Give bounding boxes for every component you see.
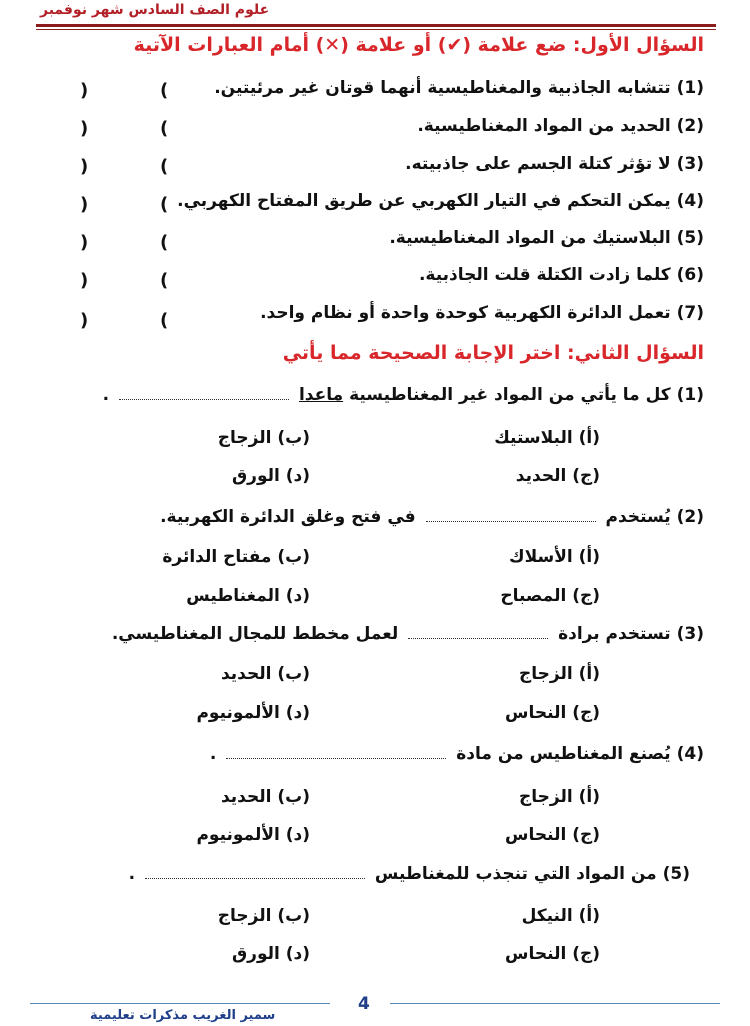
answer-paren-close: ) bbox=[80, 156, 89, 177]
tf-statement-1: (1) تتشابه الجاذبية والمغناطيسية أنهما قوتان غير مرئيتين. bbox=[214, 78, 704, 98]
answer-paren-open: ( bbox=[160, 156, 169, 177]
mcq-stem-2 bbox=[160, 507, 704, 527]
answer-paren-close: ) bbox=[80, 118, 89, 139]
answer-paren-close: ) bbox=[80, 270, 89, 291]
mcq3-choice-b[interactable]: (ب) الحديد bbox=[220, 664, 310, 684]
mcq-stem-end: . bbox=[209, 744, 217, 764]
footer-credit: سمير الغريب مذكرات تعليمية bbox=[90, 1008, 276, 1023]
mcq-stem-text: (5) من المواد التي تنجذب للمغناطيس bbox=[374, 864, 690, 884]
mcq1-choice-c[interactable]: (ج) الحديد bbox=[515, 466, 600, 486]
tf-statement-2: (2) الحديد من المواد المغناطيسية. bbox=[417, 116, 704, 136]
mcq-stem-emphasis: ماعدا bbox=[298, 385, 344, 405]
answer-paren-open: ( bbox=[160, 310, 169, 331]
mcq-stem-text: (4) يُصنع المغناطيس من مادة bbox=[456, 744, 704, 764]
tf-statement-7: (7) تعمل الدائرة الكهربية كوحدة واحدة أو نظام واحد. bbox=[260, 303, 704, 323]
header-divider-thin bbox=[36, 29, 716, 30]
footer-divider-right bbox=[390, 1003, 720, 1004]
tf-statement-5: (5) البلاستيك من المواد المغناطيسية. bbox=[389, 228, 704, 248]
tf-statement-4: (4) يمكن التحكم في التيار الكهربي عن طريق المفتاح الكهربي. bbox=[177, 191, 704, 211]
answer-paren-open: ( bbox=[160, 232, 169, 253]
mcq3-choice-c[interactable]: (ج) النحاس bbox=[505, 703, 600, 723]
mcq1-choice-d[interactable]: (د) الورق bbox=[231, 466, 310, 486]
answer-paren-open: ( bbox=[160, 270, 169, 291]
answer-paren-close: ) bbox=[80, 232, 89, 253]
mcq-stem-end: لعمل مخطط للمجال المغناطيسي. bbox=[111, 624, 399, 644]
mcq2-choice-b[interactable]: (ب) مفتاح الدائرة bbox=[162, 547, 310, 567]
mcq2-choice-a[interactable]: (أ) الأسلاك bbox=[509, 547, 600, 567]
answer-blank[interactable] bbox=[408, 625, 548, 639]
mcq4-choice-b[interactable]: (ب) الحديد bbox=[220, 787, 310, 807]
mcq4-choice-c[interactable]: (ج) النحاس bbox=[505, 825, 600, 845]
mcq-stem-end: في فتح وغلق الدائرة الكهربية. bbox=[160, 507, 416, 527]
mcq2-choice-d[interactable]: (د) المغناطيس bbox=[186, 586, 310, 606]
mcq5-choice-b[interactable]: (ب) الزجاج bbox=[217, 906, 310, 926]
mcq-stem-end: . bbox=[128, 864, 136, 884]
mcq-stem-end: . bbox=[102, 385, 110, 405]
mcq1-choice-a[interactable]: (أ) البلاستيك bbox=[494, 428, 600, 448]
mcq3-choice-d[interactable]: (د) الألمونيوم bbox=[196, 703, 310, 723]
answer-blank[interactable] bbox=[119, 386, 289, 400]
mcq5-choice-a[interactable]: (أ) النيكل bbox=[521, 906, 600, 926]
answer-paren-close: ) bbox=[80, 310, 89, 331]
mcq2-choice-c[interactable]: (ج) المصباح bbox=[500, 586, 600, 606]
mcq1-choice-b[interactable]: (ب) الزجاج bbox=[217, 428, 310, 448]
mcq5-choice-c[interactable]: (ج) النحاس bbox=[505, 944, 600, 964]
answer-paren-close: ) bbox=[80, 80, 89, 101]
mcq3-choice-a[interactable]: (أ) الزجاج bbox=[519, 664, 600, 684]
answer-blank[interactable] bbox=[145, 865, 365, 879]
answer-blank[interactable] bbox=[426, 508, 596, 522]
page-number: 4 bbox=[358, 994, 370, 1014]
answer-blank[interactable] bbox=[226, 745, 446, 759]
tf-statement-6: (6) كلما زادت الكتلة قلت الجاذبية. bbox=[418, 265, 704, 285]
question2-heading: السؤال الثاني: اختر الإجابة الصحيحة مما يأتي bbox=[282, 342, 704, 364]
mcq4-choice-d[interactable]: (د) الألمونيوم bbox=[196, 825, 310, 845]
mcq-stem-text: (3) تستخدم برادة bbox=[558, 624, 704, 644]
footer-divider-left bbox=[30, 1003, 330, 1004]
mcq5-choice-d[interactable]: (د) الورق bbox=[231, 944, 310, 964]
question1-heading: السؤال الأول: ضع علامة (✔) أو علامة (✕) أمام العبارات الآتية bbox=[133, 34, 704, 56]
mcq-stem-1 bbox=[103, 385, 704, 405]
tf-statement-3: (3) لا تؤثر كتلة الجسم على جاذبيته. bbox=[405, 154, 704, 174]
answer-paren-open: ( bbox=[160, 80, 169, 101]
header-divider bbox=[36, 24, 716, 27]
answer-paren-close: ) bbox=[80, 194, 89, 215]
page-header-title: علوم الصف السادس شهر نوفمبر bbox=[40, 2, 270, 18]
mcq-stem-4 bbox=[210, 744, 704, 764]
mcq-stem-5 bbox=[129, 864, 690, 884]
mcq-stem-3 bbox=[112, 624, 704, 644]
answer-paren-open: ( bbox=[160, 118, 169, 139]
mcq-stem-text: (2) يُستخدم bbox=[605, 507, 704, 527]
mcq-stem-text: (1) كل ما يأتي من المواد غير المغناطيسية bbox=[349, 385, 704, 405]
answer-paren-open: ( bbox=[160, 194, 169, 215]
mcq4-choice-a[interactable]: (أ) الزجاج bbox=[519, 787, 600, 807]
